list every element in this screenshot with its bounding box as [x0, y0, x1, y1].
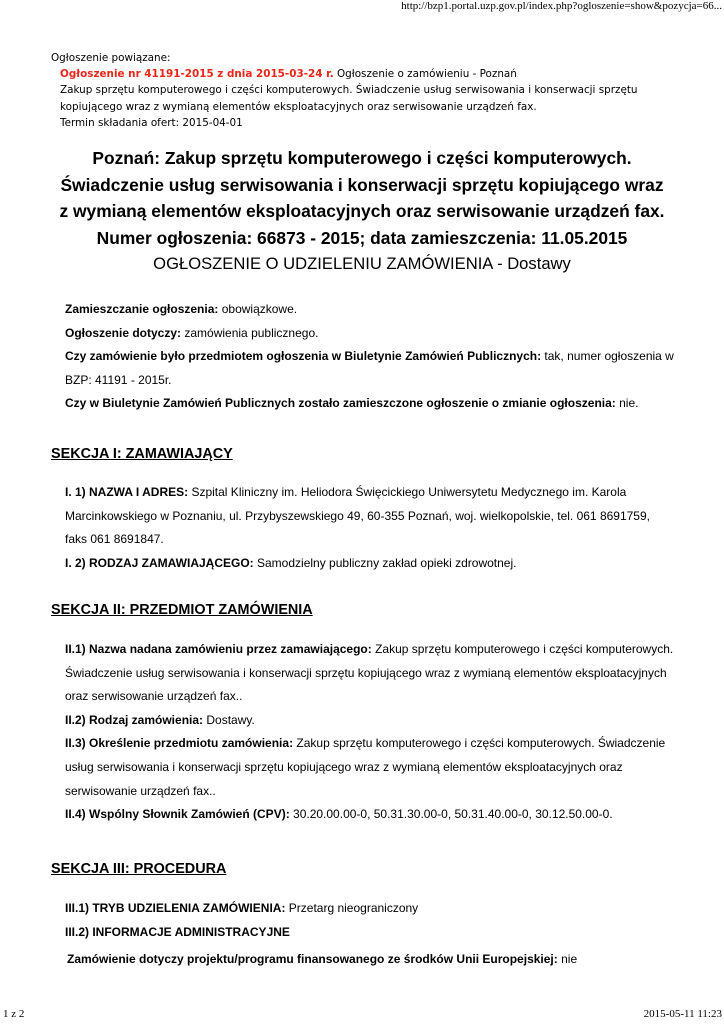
- field-eu-funding: [65, 948, 675, 972]
- related-heading: Ogłoszenie powiązane:: [51, 52, 171, 64]
- field-publication: [65, 298, 675, 322]
- field-value: Zakup sprzętu komputerowego i części komputerowych. Świadczenie usług serwisowania i konserwacji sprzętu kopiującego wraz z wymianą elementów eksploatacyjnych oraz serwisowanie urządzeń fax..: [65, 736, 666, 798]
- field-label: I. 1) NAZWA I ADRES:: [65, 485, 189, 499]
- title-notice-number: Numer ogłoszenia: 66873 - 2015; data zamieszczenia: 11.05.2015: [96, 227, 628, 248]
- field-value: Przetarg nieograniczony: [285, 901, 419, 915]
- section-1-fields: [65, 481, 675, 575]
- title-line-1: Poznań: Zakup sprzętu komputerowego i części komputerowych.: [92, 148, 632, 168]
- section-2-heading: SEKCJA II: PRZEDMIOT ZAMÓWIENIA: [51, 602, 313, 618]
- title-line-2: Świadczenie usług serwisowania i konserwacji sprzętu kopiującego wraz: [60, 174, 664, 195]
- field-label: Czy zamówienie było przedmiotem ogłoszenia w Biuletynie Zamówień Publicznych:: [65, 349, 542, 364]
- field-value: Dostawy.: [203, 712, 255, 727]
- field-label: Zamieszczanie ogłoszenia:: [65, 302, 219, 316]
- field-notice-concerns: [65, 322, 675, 346]
- field-label: III.2) INFORMACJE ADMINISTRACYJNE: [65, 924, 290, 939]
- field-value: nie.: [615, 396, 639, 411]
- field-label: I. 2) RODZAJ ZAMAWIAJĄCEGO:: [65, 555, 254, 570]
- field-value: obowiązkowe.: [218, 302, 298, 316]
- field-contract-type: [65, 709, 675, 733]
- field-label: II.2) Rodzaj zamówienia:: [65, 712, 204, 727]
- field-label: Czy w Biuletynie Zamówień Publicznych zostało zamieszczone ogłoszenie o zmianie ogłoszenia:: [65, 396, 616, 411]
- field-label: II.3) Określenie przedmiotu zamówienia:: [65, 736, 294, 751]
- related-notice-link[interactable]: Ogłoszenie nr 41191-2015 z dnia 2015-03-24 r.: [60, 68, 334, 81]
- section-2-fields: [65, 638, 675, 827]
- section-3-heading: SEKCJA III: PROCEDURA: [51, 861, 227, 877]
- related-notice-line-2: Zakup sprzętu komputerowego i części komputerowych. Świadczenie usług serwisowania i konserwacji sprzętu: [60, 84, 638, 97]
- field-label: II.1) Nazwa nadana zamówieniu przez zamawiającego:: [65, 642, 372, 656]
- page-number: 1 z 2: [3, 1008, 25, 1020]
- related-notice-line: [51, 66, 691, 82]
- field-contracting-type: [65, 552, 675, 576]
- field-bzp-notice: [65, 345, 675, 392]
- title-subtitle: OGŁOSZENIE O UDZIELENIU ZAMÓWIENIA - Dostawy: [153, 254, 571, 274]
- field-label: Ogłoszenie dotyczy:: [65, 325, 182, 340]
- field-label: Zamówienie dotyczy projektu/programu finansowanego ze środków Unii Europejskiej:: [67, 952, 558, 967]
- field-label: II.4) Wspólny Słownik Zamówień (CPV):: [65, 807, 290, 822]
- field-value: tak, numer ogłoszenia w BZP: 41191 - 2015r.: [65, 349, 674, 387]
- field-procedure-mode: [65, 897, 675, 921]
- related-notice-text: Ogłoszenie o zamówieniu - Poznań: [333, 68, 517, 81]
- field-contract-subject: [65, 732, 675, 803]
- page-title: [40, 145, 684, 278]
- field-bzp-change: [65, 392, 675, 416]
- intro-fields: [65, 298, 675, 416]
- field-label: III.1) TRYB UDZIELENIA ZAMÓWIENIA:: [65, 901, 286, 915]
- field-name-address: [65, 481, 675, 552]
- field-value: Samodzielny publiczny zakład opieki zdrowotnej.: [253, 555, 517, 570]
- section-1-heading: SEKCJA I: ZAMAWIAJĄCY: [51, 446, 233, 462]
- field-cpv: [65, 803, 675, 827]
- field-value: Zakup sprzętu komputerowego i części komputerowych. Świadczenie usług serwisowania i konserwacji sprzętu kopiującego wraz z wymianą elementów eksploatacyjnych oraz serwisowanie urządzeń fax..: [65, 642, 674, 704]
- field-value: zamówienia publicznego.: [181, 325, 319, 340]
- field-contract-name: [65, 638, 675, 709]
- field-admin-info: [65, 921, 675, 945]
- page-url: http://bzp1.portal.uzp.gov.pl/index.php?ogloszenie=show&pozycja=66...: [401, 0, 722, 12]
- field-value: Szpital Kliniczny im. Heliodora Święcickiego Uniwersytetu Medycznego im. Karola Marcinkowskiego w Poznaniu, ul. Przybyszewskiego 49, 60-355 Poznań, woj. wielkopolskie, tel. 061 8691759, faks 061 8691847.: [65, 485, 650, 547]
- field-value: nie: [557, 952, 578, 967]
- related-notice: [51, 50, 691, 131]
- field-value: 30.20.00.00-0, 50.31.30.00-0, 50.31.40.00-0, 30.12.50.00-0.: [289, 807, 613, 822]
- title-line-3: z wymianą elementów eksploatacyjnych oraz serwisowanie urządzeń fax.: [59, 201, 665, 222]
- related-notice-line-3: kopiującego wraz z wymianą elementów eksploatacyjnych oraz serwisowanie urządzeń fax.: [60, 100, 537, 113]
- related-deadline: Termin składania ofert: 2015-04-01: [60, 116, 243, 129]
- print-datetime: 2015-05-11 11:23: [643, 1008, 722, 1020]
- section-3-fields: [65, 897, 675, 972]
